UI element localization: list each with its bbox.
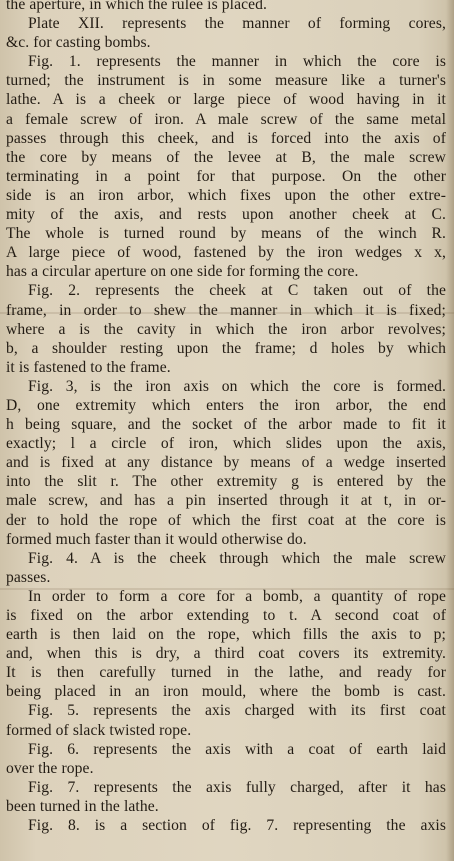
text-line: and, when this is dry, a third coat covers its extremity. [6, 645, 446, 663]
text-line: been turned in the lathe. [6, 797, 159, 815]
text-line: Fig. 6. represents the axis with a coat of earth laid [28, 740, 446, 758]
text-line: D, one extremity which enters the iron arbor, the end [6, 396, 446, 414]
text-line: &c. for casting bombs. [6, 34, 151, 52]
text-line: turned; the instrument is in some measure like a turner's [6, 72, 446, 90]
page-edge-shadow [446, 0, 454, 861]
text-line: side is an iron arbor, which fixes upon the other extre- [6, 186, 446, 204]
text-line: Fig. 8. is a section of fig. 7. representing the axis [28, 817, 446, 835]
text-line: Fig. 3, is the iron axis on which the core is formed. [28, 377, 446, 395]
text-line: and is fixed at any distance by means of a wedge inserted [6, 454, 446, 472]
text-column [6, 0, 446, 835]
text-line: where a is the cavity in which the iron arbor revolves; [6, 320, 446, 338]
text-line: the core by means of the levee at B, the male screw [6, 148, 446, 166]
text-line: passes. [6, 568, 51, 586]
text-line: exactly; l a circle of iron, which slides upon the axis, [6, 435, 446, 453]
text-line: earth is then laid on the rope, which fills the axis to p; [6, 626, 446, 644]
text-line: into the slit r. The other extremity g is entered by the [6, 473, 446, 491]
text-line: has a circular aperture on one side for forming the core. [6, 263, 359, 281]
text-line: a female screw of iron. A male screw of the same metal [6, 110, 446, 128]
text-line: mity of the axis, and rests upon another cheek at C. [6, 206, 446, 224]
text-line: Fig. 2. represents the cheek at C taken out of the [28, 282, 446, 300]
text-line: Plate XII. represents the manner of forming cores, [28, 15, 446, 33]
text-line: A large piece of wood, fastened by the iron wedges x x, [6, 244, 446, 262]
text-line: h being square, and the socket of the arbor made to fit it [6, 416, 446, 434]
text-line: over the rope. [6, 759, 94, 777]
text-line: it is fastened to the frame. [6, 358, 171, 376]
text-line: passes through this cheek, and is forced into the axis of [6, 129, 446, 147]
text-line: formed of slack twisted rope. [6, 721, 192, 739]
text-line: frame, in order to shew the manner in which it is fixed; [6, 301, 446, 319]
text-line: Fig. 5. represents the axis charged with its first coat [28, 702, 446, 720]
text-line: the aperture, in which the rulee is placed. [6, 0, 268, 13]
text-line: b, a shoulder resting upon the frame; d holes by which [6, 339, 446, 357]
text-line: It is then carefully turned in the lathe, and ready for [6, 664, 446, 682]
text-line: Fig. 4. A is the cheek through which the male screw [28, 549, 446, 567]
text-line: lathe. A is a cheek or large piece of wood having in it [6, 91, 446, 109]
text-line: formed much faster than it would otherwise do. [6, 530, 307, 548]
text-line: In order to form a core for a bomb, a quantity of rope [28, 587, 446, 605]
text-line: der to hold the rope of which the first coat at the core is [6, 511, 446, 529]
text-line: Fig. 7. represents the axis fully charged, after it has [28, 778, 446, 796]
text-line: being placed in an iron mould, where the bomb is cast. [6, 683, 446, 701]
text-line: male screw, and has a pin inserted through it at t, in or- [6, 492, 446, 510]
text-line: terminating in a point for that purpose. On the other [6, 167, 446, 185]
text-line: Fig. 1. represents the manner in which the core is [28, 53, 446, 71]
text-line: The whole is turned round by means of the winch R. [6, 225, 446, 243]
text-line: is fixed on the arbor extending to t. A second coat of [6, 607, 446, 624]
